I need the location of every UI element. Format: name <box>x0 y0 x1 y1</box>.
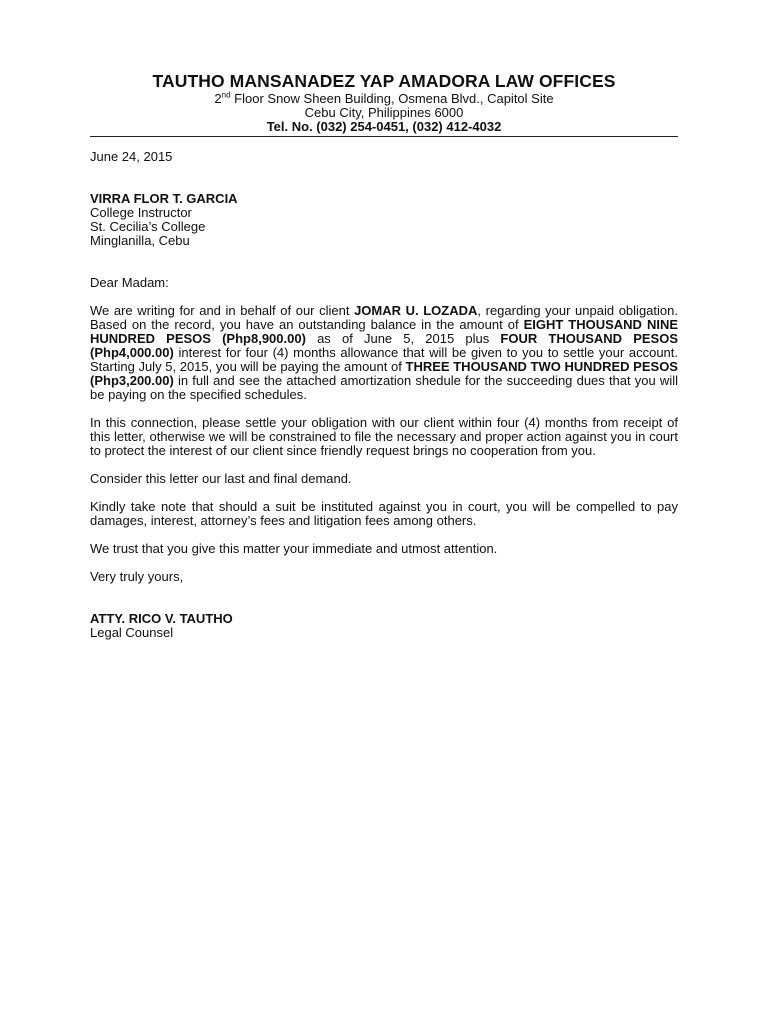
p1-text-2: , regarding your unpaid obligation. Based on the record, you have an outstanding balance in the amount of <box>90 303 678 332</box>
recipient-organization: St. Cecilia’s College <box>90 219 206 234</box>
letter-date: June 24, 2015 <box>90 149 173 164</box>
signatory-name: ATTY. RICO V. TAUTHO <box>90 611 233 626</box>
paragraph-settlement: In this connection, please settle your obligation with our client within four (4) months from receipt of this letter, otherwise we will be constrained to file the necessary and proper action against you in court to protect the interest of our client since friendly request brings no cooperation from you. <box>90 415 678 458</box>
recipient-name: VIRRA FLOR T. GARCIA <box>90 191 238 206</box>
address-street: Floor Snow Sheen Building, Osmena Blvd., Capitol Site <box>230 91 554 106</box>
p1-text-3: as of June 5, 2015 plus <box>305 331 501 346</box>
recipient-block <box>90 192 678 248</box>
address-line-2: Cebu City, Philippines 6000 <box>304 105 464 120</box>
address-line-1 <box>90 92 678 106</box>
address-floor-number: 2 <box>214 91 222 106</box>
paragraph-attention: We trust that you give this matter your immediate and utmost attention. <box>90 541 498 556</box>
interest-amount: FOUR THOUSAND PESOS (Php4,000.00) <box>90 331 678 360</box>
p1-text-5: in full and see the attached amortization shedule for the succeeding dues that you will be paying on the specified schedules. <box>90 373 678 402</box>
telephone-numbers: Tel. No. (032) 254-0451, (032) 412-4032 <box>266 119 502 134</box>
firm-name: TAUTHO MANSANADEZ YAP AMADORA LAW OFFICES <box>152 71 616 91</box>
letterhead-divider <box>90 136 678 137</box>
letterhead <box>90 70 678 134</box>
salutation: Dear Madam: <box>90 275 169 290</box>
recipient-location: Minglanilla, Cebu <box>90 233 190 248</box>
paragraph-suit-warning: Kindly take note that should a suit be instituted against you in court, you will be compelled to pay damages, interest, attorney’s fees and litigation fees among others. <box>90 499 678 528</box>
paragraph-balance <box>90 304 678 402</box>
payment-amount: THREE THOUSAND TWO HUNDRED PESOS (Php3,200.00) <box>90 359 678 388</box>
signature-block <box>90 612 678 640</box>
letter-body <box>90 150 678 640</box>
recipient-title: College Instructor <box>90 205 192 220</box>
closing: Very truly yours, <box>90 569 184 584</box>
p1-text-4: interest for four (4) months allowance that will be given to you to settle your account. Starting July 5, 2015, you will be paying the amount of <box>90 345 678 374</box>
outstanding-balance: EIGHT THOUSAND NINE HUNDRED PESOS (Php8,900.00) <box>90 317 679 346</box>
address-floor-suffix: nd <box>221 90 231 100</box>
signatory-title: Legal Counsel <box>90 625 174 640</box>
client-name: JOMAR U. LOZADA <box>354 303 478 318</box>
p1-text-1: We are writing for and in behalf of our client <box>90 303 355 318</box>
paragraph-final-demand: Consider this letter our last and final demand. <box>90 471 352 486</box>
